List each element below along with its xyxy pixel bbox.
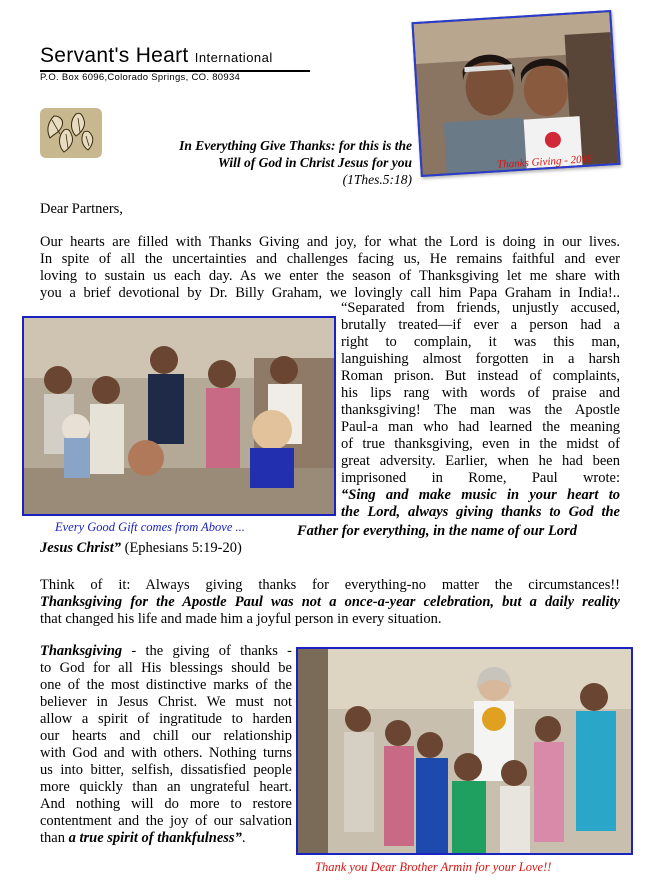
verse-line-2 <box>150 154 412 188</box>
scripture-reference: (Ephesians 5:19-20) <box>121 540 242 556</box>
photo-children-gifts <box>22 316 336 516</box>
paragraph-last-plain: than <box>40 830 69 846</box>
paragraph-line: Paul-a man who had learned the meaning <box>341 419 620 435</box>
scripture-quote-tail: Father for everything, in the name of our Lord <box>297 523 577 539</box>
paragraph-last-end: . <box>241 830 246 846</box>
paragraph-line: our hearts and chill our relationship <box>40 728 292 744</box>
letter-paragraph-2 <box>341 300 620 521</box>
paragraph-line: In spite of all the uncertainties and challenges facing us, He remains faithful and ever <box>40 251 620 267</box>
paragraph-line: right to complain, it was this man, <box>341 334 620 350</box>
paragraph-line: allow a spirit of ingratitude to harden <box>40 711 292 727</box>
verse-reference: (1Thes.5:18) <box>342 172 412 187</box>
organization-address: P.O. Box 6096,Colorado Springs, CO. 80934 <box>40 72 241 83</box>
paragraph-line: that changed his life and made him a joyful person in every situation. <box>40 611 442 627</box>
paragraph-line: thanksgiving! The man was the Apostle <box>341 402 620 418</box>
photo-brother-armin-group-image <box>298 649 631 853</box>
photo-children-gifts-image <box>24 318 334 514</box>
letter-paragraph-1 <box>40 234 620 302</box>
paragraph-line: great adversity. Earlier, when he had been <box>341 453 620 469</box>
paragraph-line: to God for all His blessings should be <box>40 660 292 676</box>
paragraph-line: “Separated from friends, unjustly accused, <box>341 300 620 316</box>
scripture-quote-close <box>40 540 242 557</box>
photo-thanksgiving-girls <box>411 10 620 177</box>
paragraph-last-bold: a true spirit of thankfulness” <box>68 830 242 846</box>
paragraph-line: believer in Jesus Christ. We must not <box>40 694 292 710</box>
organization-suffix: International <box>194 50 273 65</box>
paragraph-line: Roman prison. But instead of complaints, <box>341 368 620 384</box>
paragraph-line: us into bitter, selfish, dissatisfied people <box>40 762 292 778</box>
organization-name: Servant's Heart International <box>40 44 273 67</box>
paragraph-line-emphasis: Thanksgiving for the Apostle Paul was not a once-a-year celebration, but a daily reality <box>40 594 620 610</box>
paragraph-line: brutally treated—if ever a person had a <box>341 317 620 333</box>
paragraph-line: languishing almost forgotten in a harsh <box>341 351 620 367</box>
paragraph-line: of true thanksgiving, even in the midst of <box>341 436 620 452</box>
paragraph-line <box>40 830 292 847</box>
photo-brother-armin-group <box>296 647 633 855</box>
scripture-close-bold: Jesus Christ” <box>40 540 121 556</box>
scripture-quote-line: the Lord, always giving thanks to God the <box>341 504 620 520</box>
paragraph-line: you a brief devotional by Dr. Billy Graham, we lovingly call him Papa Graham in India!.. <box>40 285 620 301</box>
photo-caption-middle: Every Good Gift comes from Above ... <box>55 520 245 534</box>
paragraph-line: And nothing will do more to restore <box>40 796 292 812</box>
letter-greeting: Dear Partners, <box>40 201 123 217</box>
paragraph-lead-rest: - the giving of thanks - <box>122 643 292 659</box>
paragraph-line: Our hearts are filled with Thanks Giving and joy, for what the Lord is doing in our lives. <box>40 234 620 250</box>
scripture-quote-line: “Sing and make music in your heart to <box>341 487 620 503</box>
verse-quote <box>150 137 412 188</box>
paragraph-line: his lips rang with words of praise and <box>341 385 620 401</box>
paragraph-line: one of the most distinctive marks of the <box>40 677 292 693</box>
paragraph-line <box>40 643 292 660</box>
photo-thanksgiving-girls-image <box>414 12 619 175</box>
paragraph-line: with God and with others. Nothing turns <box>40 745 292 761</box>
photo-caption-bottom: Thank you Dear Brother Armin for your Love!! <box>315 860 552 874</box>
paragraph-line: more quickly than an ungrateful heart. <box>40 779 292 795</box>
letter-paragraph-4 <box>40 643 292 847</box>
verse-line-1: In Everything Give Thanks: for this is the <box>179 138 412 153</box>
verse-line-2-text: Will of God in Christ Jesus for you <box>217 155 412 170</box>
photo-caption-top: Thanks Giving - 2018 <box>496 153 593 171</box>
paragraph-lead-word: Thanksgiving <box>40 643 123 659</box>
paragraph-line: imprisoned in Rome, Paul wrote: <box>341 470 620 486</box>
paragraph-line: loving to sustain us each day. As we enter the season of Thanksgiving let me share with <box>40 268 620 284</box>
paragraph-line: contentment and the joy of our salvation <box>40 813 292 829</box>
paragraph-line: Think of it: Always giving thanks for everything-no matter the circumstances!! <box>40 577 620 593</box>
leaf-logo-icon <box>40 108 102 158</box>
letter-paragraph-3 <box>40 577 620 628</box>
